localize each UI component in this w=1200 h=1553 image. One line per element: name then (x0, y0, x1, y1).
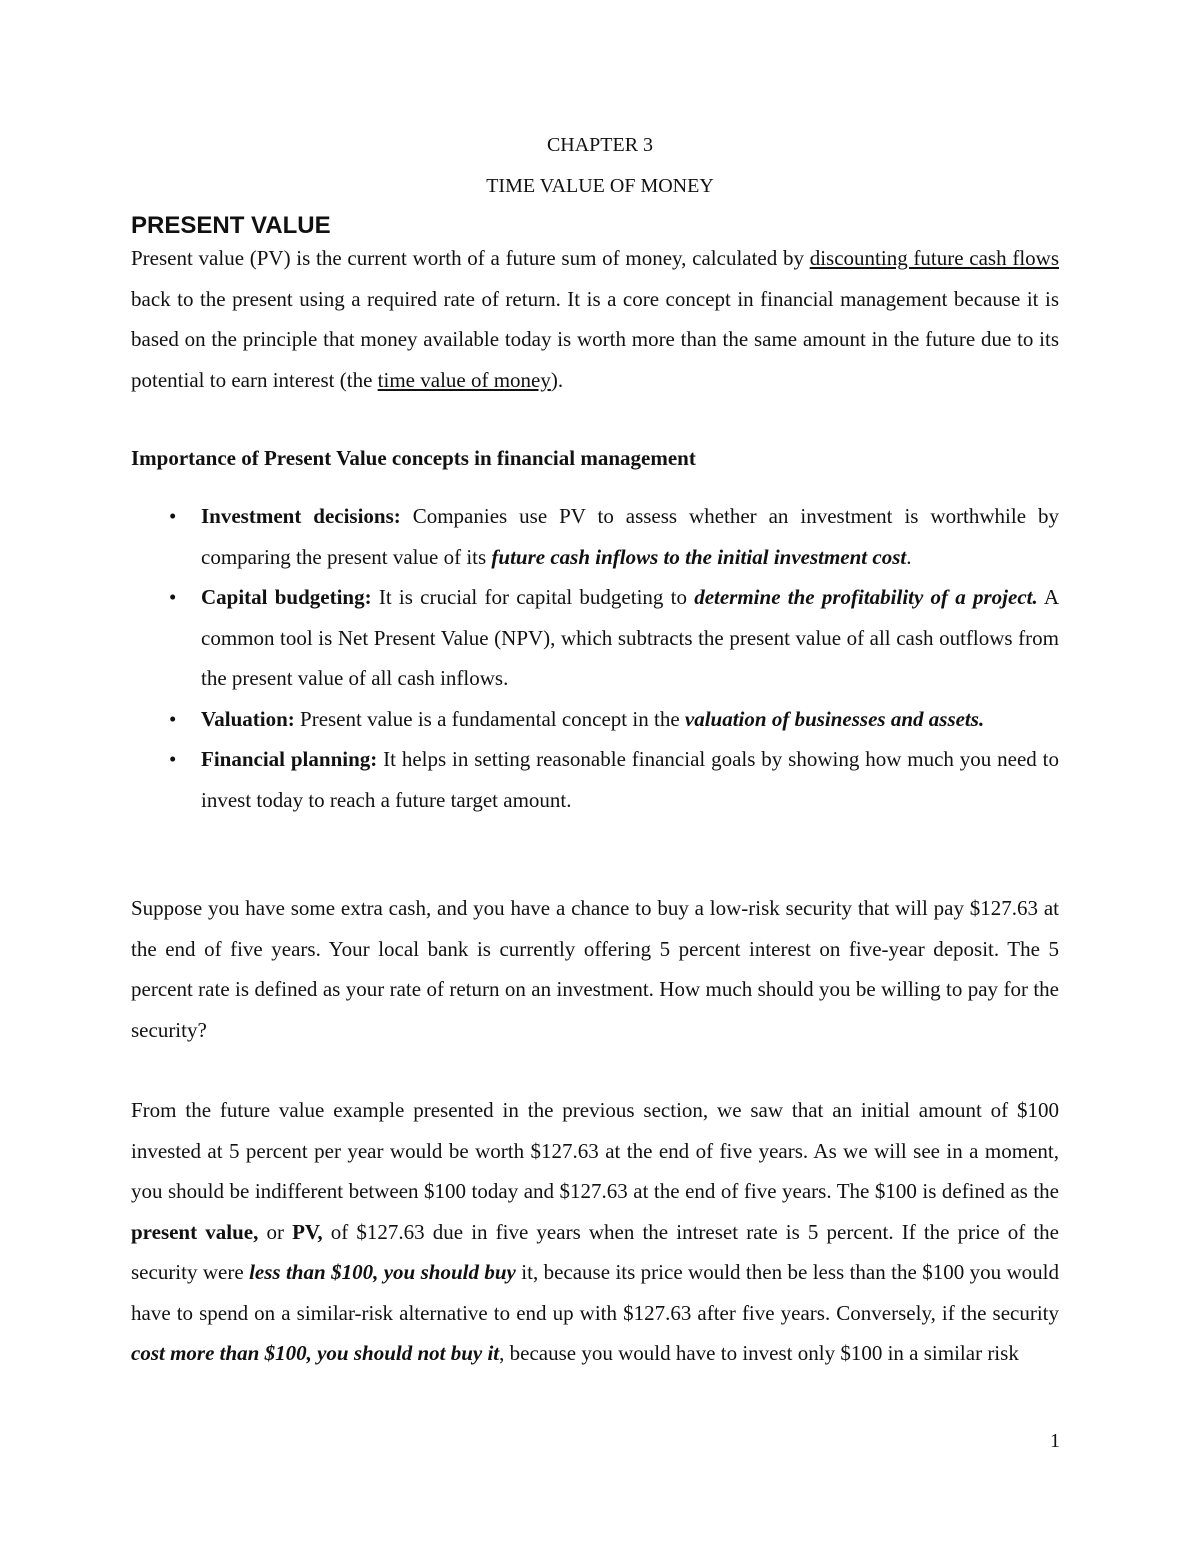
list-item (131, 739, 1059, 820)
para3-text-2: or (258, 1219, 293, 1244)
bullet-term: Capital budgeting: (201, 585, 372, 609)
para3-text-4: it, because its price would then be less than the $100 you would have to spend on a similar-risk alternative to end up with $127.63 after five years. Conversely, if the security (131, 1260, 1059, 1325)
intro-text-1: Present value (PV) is the current worth of a future sum of money, calculated by (131, 246, 810, 270)
pv-term: PV, (292, 1219, 323, 1244)
not-buy-emphasis: cost more than $100, you should not buy it (131, 1341, 500, 1365)
present-value-term: present value, (131, 1219, 259, 1244)
para3-text-1: From the future value example presented in the previous section, we saw that an initial amount of $100 invested at 5 percent per year would be worth $127.63 at the end of five years. As we will see in a moment, you should be indifferent between $100 today and $127.63 at the end of five years. The $100 is defined as the (131, 1098, 1059, 1203)
section-heading: PRESENT VALUE (131, 212, 331, 239)
chapter-label: CHAPTER 3 (546, 134, 654, 156)
intro-text-2: back to the present using a required rate of return. It is a core concept in financial management because it is based on the principle that money available today is worth more than the same amount in the future due to its potential to earn interest (the (131, 286, 1059, 392)
list-item (131, 699, 1059, 740)
chapter-title: TIME VALUE OF MONEY (486, 175, 714, 197)
bullet-emphasis: determine the profitability of a project. (694, 585, 1038, 609)
bullet-term: Investment decisions: (201, 504, 401, 528)
discounting-link[interactable]: discounting future cash flows (809, 246, 1059, 270)
bullet-icon: • (169, 706, 177, 731)
intro-text-3: ). (550, 367, 564, 392)
list-item (131, 496, 1059, 577)
bullet-text: It is crucial for capital budgeting to (371, 585, 695, 609)
bullet-emphasis: future cash inflows to the initial investment cost (491, 544, 907, 569)
bullet-icon: • (169, 504, 177, 528)
bullet-term: Financial planning: (201, 747, 378, 771)
bullet-text: It helps in setting reasonable financial goals by showing how much you need to invest today to reach a future target amount. (201, 747, 1059, 812)
bullet-text: Companies use PV to assess whether an investment is worthwhile by comparing the present value of its (201, 504, 1059, 569)
importance-list (131, 496, 1059, 820)
bullet-emphasis: valuation of businesses and assets. (684, 706, 985, 731)
bullet-text: Present value is a fundamental concept in the (294, 706, 685, 731)
bullet-icon: • (169, 747, 177, 771)
bullet-text-end: . (906, 544, 912, 569)
time-value-link[interactable]: time value of money (377, 367, 551, 392)
para3-text-3: of $127.63 due in five years when the intreset rate is 5 percent. If the price of the security were (131, 1219, 1059, 1284)
intro-paragraph (131, 238, 1059, 400)
page-number: 1 (1050, 1430, 1060, 1452)
security-example-paragraph: Suppose you have some extra cash, and you have a chance to buy a low-risk security that will pay $127.63 at the end of five years. Your local bank is currently offering 5 percent interest on five-year deposit. The 5 percent rate is defined as your rate of return on an investment. How much should you be willing to pay for the security? (131, 896, 1059, 1042)
bullet-text-end: A common tool is Net Present Value (NPV), which subtracts the present value of all cash outflows from the present value of all cash inflows. (201, 585, 1059, 690)
bullet-icon: • (169, 585, 177, 609)
bullet-term: Valuation: (201, 706, 295, 731)
para3-text-5: , because you would have to invest only $100 in a similar risk (499, 1341, 1019, 1365)
list-item (131, 577, 1059, 699)
buy-emphasis: less than $100, you should buy (249, 1260, 516, 1284)
present-value-explanation (131, 1090, 1059, 1374)
importance-heading: Importance of Present Value concepts in financial management (131, 446, 696, 470)
